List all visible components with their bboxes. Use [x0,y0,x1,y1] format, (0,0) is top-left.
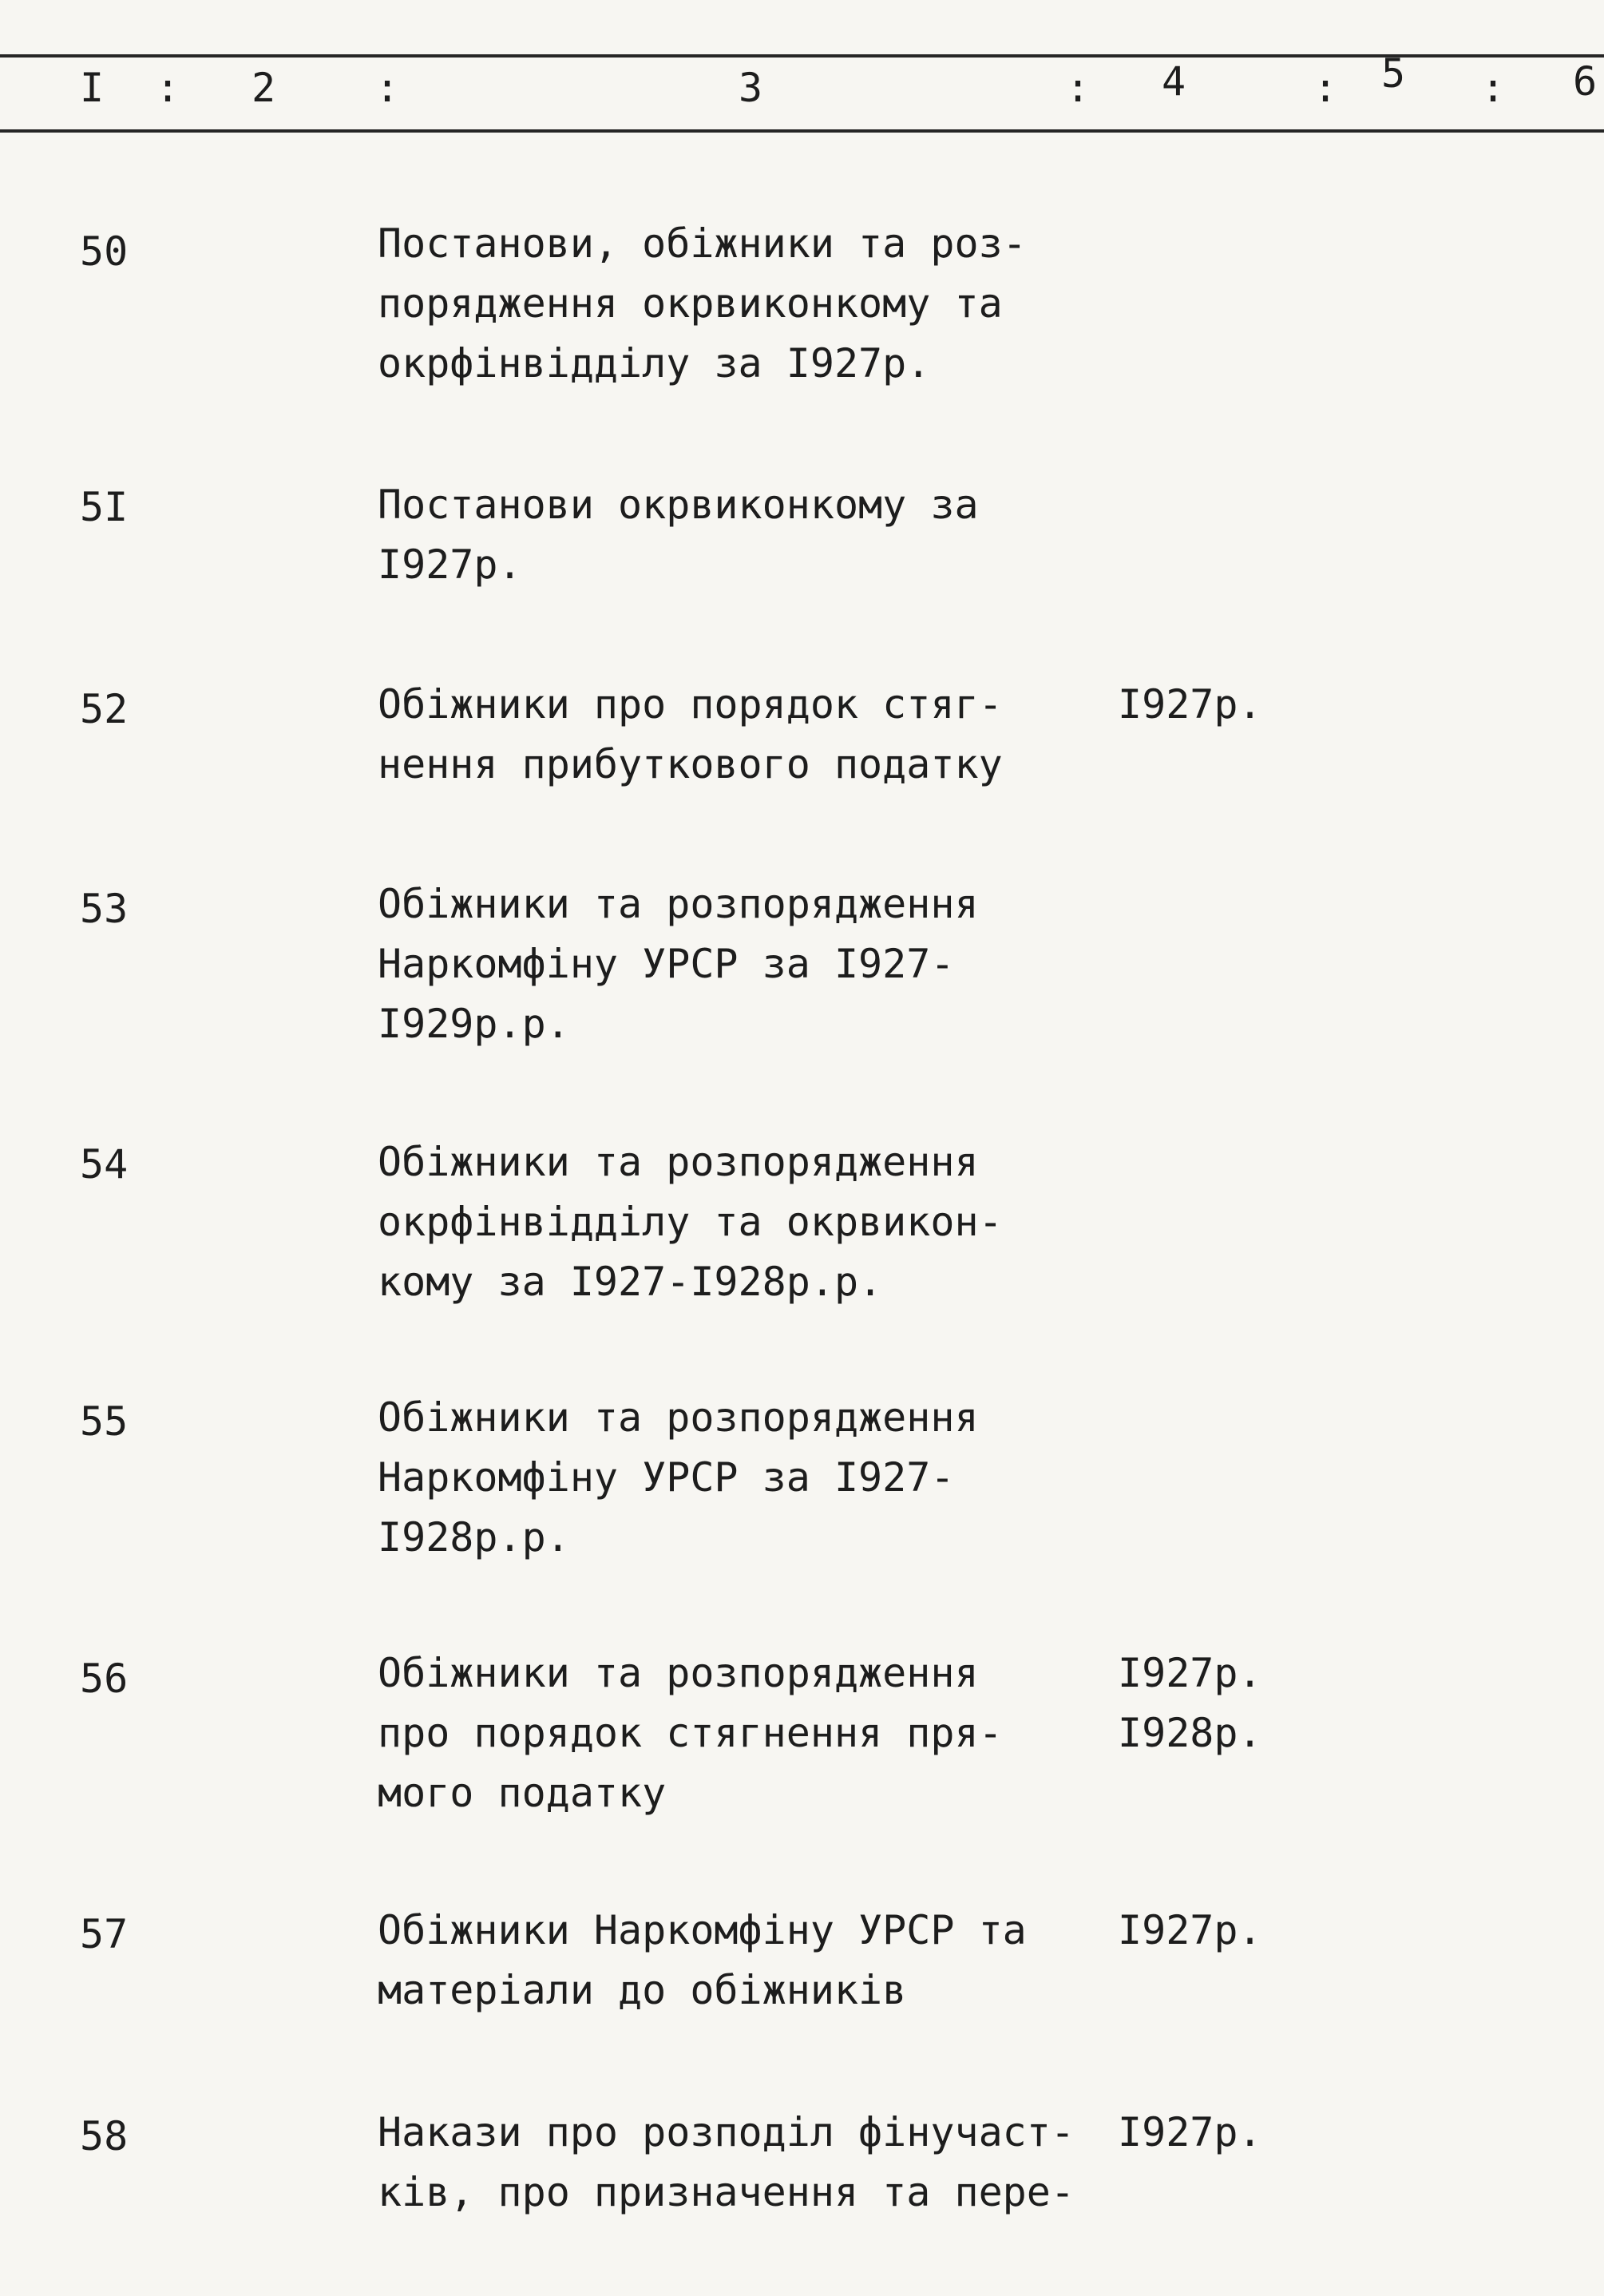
row-title [378,1132,1096,1312]
date-line: I928р. [1118,1710,1262,1756]
row-title [378,675,1096,795]
header-col-5: 5 [1381,50,1406,97]
title-line: Обіжники та розпорядження [378,881,979,927]
header-separator: : [1481,65,1506,111]
title-line: про порядок стягнення пря- [378,1710,1003,1756]
title-line: мого податку [378,1770,667,1816]
header-top-rule [0,54,1604,57]
title-line: порядження окрвиконкому та [378,280,1003,327]
row-date [1118,1901,1262,1961]
date-line: I927р. [1118,681,1262,728]
row-number: 53 [80,886,129,932]
title-line: Обіжники Наркомфіну УРСР та [378,1907,1027,1953]
row-date [1118,1644,1262,1763]
title-line: окрфінвідділу та окрвикон- [378,1199,1003,1245]
row-number: 55 [80,1398,129,1445]
row-number: 58 [80,2113,129,2159]
title-line: Накази про розподіл фінучаст- [378,2109,1075,2155]
date-line: I927р. [1118,2109,1262,2155]
title-line: кому за I927-I928р.р. [378,1259,883,1305]
date-line: I927р. [1118,1650,1262,1696]
row-title [378,1388,1096,1568]
row-number: 57 [80,1911,129,1957]
header-col-6: 6 [1573,58,1598,105]
header-bottom-rule [0,129,1604,133]
title-line: Наркомфіну УРСР за I927- [378,941,955,987]
row-title [378,874,1096,1054]
title-line: Постанови, обіжники та роз- [378,220,1027,267]
title-line: I927р. [378,541,522,588]
header-col-1: I [80,65,105,111]
header-separator: : [1066,65,1091,111]
title-line: окрфінвідділу за I927р. [378,340,931,387]
row-date [1118,2103,1262,2163]
title-line: Постанови окрвиконкому за [378,482,979,528]
title-line: Обіжники та розпорядження [378,1139,979,1185]
title-line: I929р.р. [378,1001,570,1047]
date-line: I927р. [1118,1907,1262,1953]
row-title [378,1901,1096,2020]
header-col-3: 3 [739,65,763,111]
row-number: 5I [80,484,129,530]
row-number: 50 [80,228,129,275]
title-line: Наркомфіну УРСР за I927- [378,1454,955,1501]
header-separator: : [1313,65,1338,111]
title-line: нення прибуткового податку [378,741,1003,787]
header-separator: : [375,65,400,111]
header-col-2: 2 [251,65,276,111]
row-number: 52 [80,686,129,732]
header-separator: : [156,65,180,111]
title-line: Обіжники та розпорядження [378,1650,979,1696]
row-number: 54 [80,1141,129,1188]
row-date [1118,675,1262,735]
title-line: Обіжники про порядок стяг- [378,681,1003,728]
row-number: 56 [80,1656,129,1702]
title-line: матеріали до обіжників [378,1967,907,2013]
row-title [378,214,1096,394]
title-line: Обіжники та розпорядження [378,1394,979,1441]
header-col-4: 4 [1162,58,1186,105]
title-line: I928р.р. [378,1514,570,1560]
title-line: ків, про призначення та пере- [378,2169,1075,2215]
row-title [378,475,1096,595]
row-title [378,2103,1096,2223]
row-title [378,1644,1096,1823]
